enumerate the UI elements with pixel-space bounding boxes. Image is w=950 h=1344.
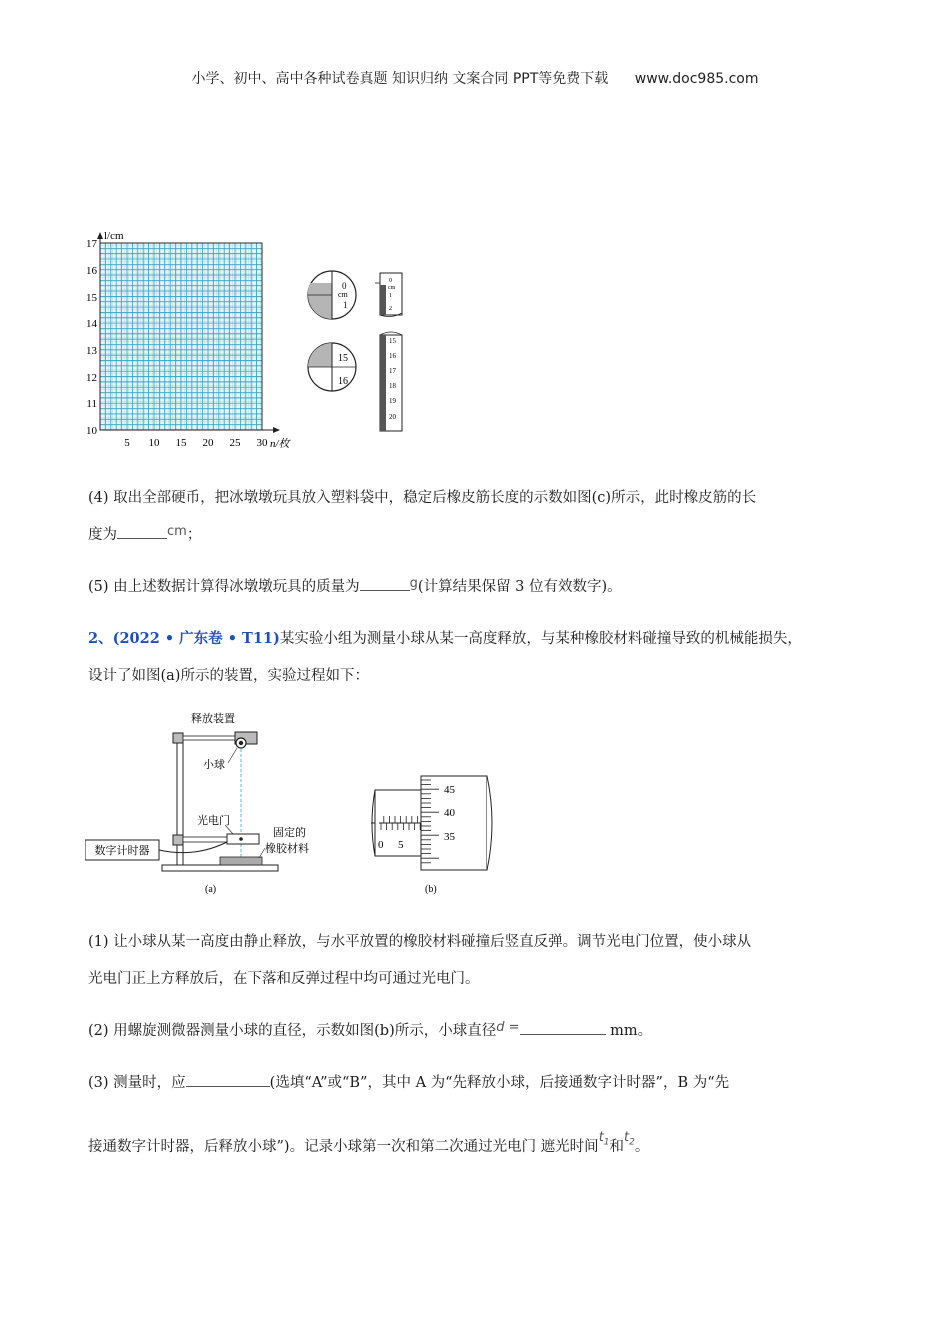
label-rubber-2: 橡胶材料 [265, 843, 309, 855]
magnifier-top-label-1: 1 [343, 300, 348, 310]
y-tick-13: 13 [86, 345, 97, 357]
magnifier-top-label-0: 0 [342, 281, 347, 291]
thimble-label-35: 35 [444, 831, 455, 843]
caption-a: (a) [205, 884, 217, 895]
ruler-bottom-scale-16: 16 [389, 352, 396, 360]
time-t1: $t_1$ [598, 1130, 610, 1148]
step-3-and: 和 [609, 1139, 625, 1155]
y-axis-label: l/cm [104, 230, 124, 242]
ruler-bottom-scale-17: 17 [389, 367, 396, 375]
ruler-bottom [308, 332, 402, 431]
problem-2-text: 某实验小组为测量小球从某一高度释放，与某种橡胶材料碰撞导致的机械能损失， [279, 631, 802, 647]
x-axis-label: n/枚 [270, 438, 290, 450]
step-3-text: (选填“A”或“B”，其中 A 为“先释放小球，后接通数字计时器”，B 为“先 [269, 1075, 730, 1091]
ruler-bottom-scale-20: 20 [389, 413, 396, 421]
step-3-prefix: (3) 测量时，应 [88, 1075, 186, 1091]
y-tick-15: 15 [86, 292, 97, 304]
question-5-prefix: (5) 由上述数据计算得冰墩墩玩具的质量为 [88, 579, 360, 595]
step-3-end: 。 [634, 1139, 650, 1155]
sleeve-label-5: 5 [398, 839, 404, 851]
x-tick-30: 30 [256, 437, 268, 449]
magnifier-bottom-label-15: 15 [338, 353, 348, 364]
y-tick-11: 11 [86, 398, 97, 410]
step-3-line-1 [88, 1073, 729, 1093]
y-tick-14: 14 [86, 318, 97, 330]
problem-2-number: 2、 [88, 630, 113, 647]
ruler-bottom-scale-15: 15 [389, 337, 396, 345]
x-tick-5: 5 [124, 437, 130, 449]
question-5-suffix: (计算结果保留 3 位有效数字)。 [417, 579, 622, 595]
ruler-bottom-scale-19: 19 [389, 397, 396, 405]
rubber-material [220, 857, 262, 865]
step-2-unit: mm [610, 1023, 638, 1039]
step-3-line-2 [88, 1130, 650, 1163]
time-t2: $t_2$ [624, 1130, 635, 1148]
x-tick-20: 20 [202, 437, 214, 449]
label-timer: 数字计时器 [94, 845, 150, 857]
label-ball: 小球 [203, 759, 225, 771]
x-tick-25: 25 [229, 437, 241, 449]
step-3-line-2-text: 接通数字计时器，后释放小球”)。记录小球第一次和第二次通过光电门 遮光时间 [88, 1139, 599, 1155]
step-1-line-1: (1) 让小球从某一高度由静止释放，与水平放置的橡胶材料碰撞后竖直反弹。调节光电门位置，使小球从 [88, 934, 752, 950]
ruler-top-scale-cm: cm [388, 285, 396, 291]
label-release: 释放装置 [191, 713, 235, 725]
question-5-answer-blank[interactable] [360, 590, 410, 591]
label-gate: 光电门 [197, 815, 230, 827]
ruler-top-scale-0: 0 [389, 278, 392, 284]
question-4-unit: cm [167, 524, 187, 539]
question-4-suffix: ； [186, 527, 202, 543]
figure-a [85, 708, 345, 903]
x-tick-10: 10 [148, 437, 160, 449]
ruler-top [308, 271, 402, 319]
caption-b: (b) [425, 884, 437, 895]
question-4-prefix: 度为 [88, 527, 117, 543]
step-2 [88, 1021, 652, 1042]
step-1-line-2: 光电门正上方释放后，在下落和反弹过程中均可通过光电门。 [88, 971, 480, 987]
y-tick-17: 17 [86, 238, 97, 250]
label-rubber-1: 固定的 [273, 827, 306, 839]
problem-2-source: (2022 • 广东卷 • T11) [112, 630, 280, 647]
ruler-top-scale-1: 1 [389, 293, 392, 299]
sleeve-label-0: 0 [378, 839, 384, 851]
photogate [227, 834, 259, 844]
step-2-prefix: (2) 用螺旋测微器测量小球的直径，示数如图(b)所示，小球直径 [88, 1023, 497, 1039]
y-tick-16: 16 [86, 265, 97, 277]
question-5 [88, 577, 622, 598]
problem-2-line-2: 设计了如图(a)所示的装置，实验过程如下： [88, 668, 369, 684]
y-tick-12: 12 [86, 372, 97, 384]
header-site-link[interactable]: www.doc985.com [634, 71, 759, 87]
ruler-top-scale-2: 2 [389, 306, 392, 312]
question-4-answer-blank[interactable] [117, 538, 167, 539]
page-header [0, 68, 950, 88]
question-5-unit: g [409, 576, 418, 591]
magnifier-top-label-cm: cm [338, 290, 348, 299]
problem-2-line-1 [88, 629, 802, 649]
step-2-suffix: 。 [637, 1023, 653, 1039]
step-2-variable: d = [496, 1020, 520, 1035]
ruler-bottom-scale-18: 18 [389, 382, 396, 390]
question-4-line-1: (4) 取出全部硬币，把冰墩墩玩具放入塑料袋中，稳定后橡皮筋长度的示数如图(c)所示，此时橡皮筋的长 [88, 490, 757, 506]
thimble-label-45: 45 [444, 784, 455, 796]
figure-c [80, 225, 420, 455]
step-3-answer-blank[interactable] [186, 1086, 270, 1087]
question-4-line-2 [88, 525, 201, 546]
step-2-answer-blank[interactable] [520, 1034, 606, 1035]
thimble-label-40: 40 [444, 807, 455, 819]
figure-b [365, 768, 505, 898]
y-tick-10: 10 [86, 425, 97, 437]
x-tick-15: 15 [175, 437, 187, 449]
header-text: 小学、初中、高中各种试卷真题 知识归纳 文案合同 PPT等免费下载 [191, 71, 609, 87]
grid-chart [86, 230, 292, 450]
magnifier-bottom-label-16: 16 [338, 376, 348, 387]
